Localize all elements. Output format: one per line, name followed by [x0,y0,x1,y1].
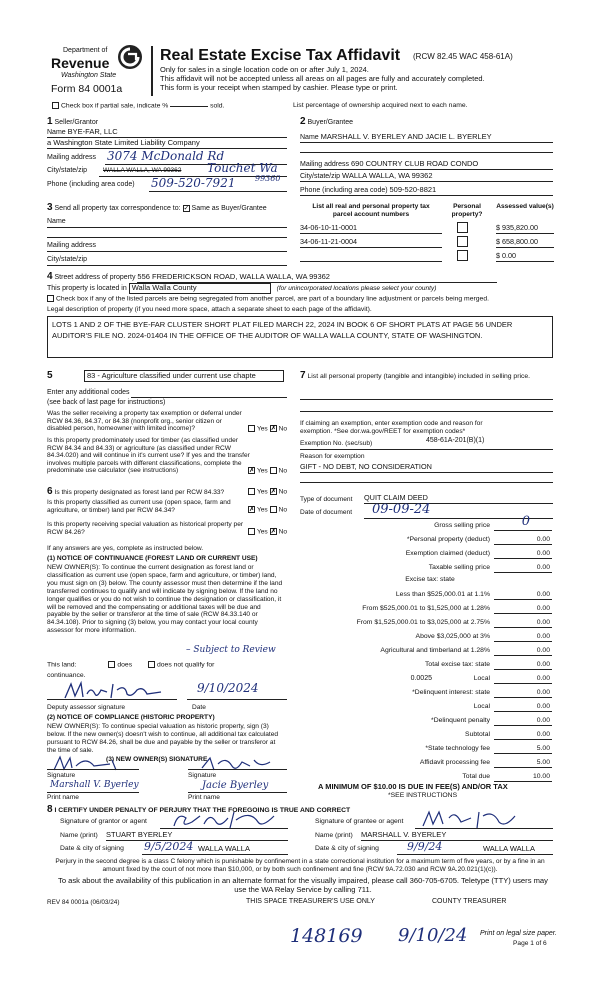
grantee-signature-scribble [419,808,529,832]
revenue-wordmark: Revenue [51,55,110,71]
sec5-q2-no-checkbox[interactable] [270,467,277,474]
grantee-signature-row: Signature of grantee or agent [315,818,553,830]
assessed-value-1[interactable]: $ 658,800.00 [496,238,554,248]
seller-name-row: Name BYE-FAR, LLC [47,128,287,138]
legal-description-box[interactable]: LOTS 1 AND 2 OF THE BYE-FAR CLUSTER SHORT PLAT FILED MARCH 22, 2024 IN BOOK 6 OF SHORT PLATS AT PAGE 56 UNDER AUDITOR'S FILE NO. 2024-01404 IN THE OFFICE OF THE AUDITOR OF WALLA WALLA COUNTY, STATE OF WASHINGTON. [47,316,553,358]
located-in-row: This property is located in Walla Walla County (for unincorporated locations please select your county) [47,283,437,292]
assessed-value-0[interactable]: $ 935,820.00 [496,224,554,234]
buyer-name-value[interactable]: MARSHALL V. BYERLEY AND JACIE L. BYERLEY [320,132,492,141]
sec5-number: 5 [47,370,53,381]
new-owner2-print-label: Print name [188,794,220,801]
sec5-q1-yes-checkbox[interactable] [248,425,255,432]
buyer-mailing-value[interactable]: 690 COUNTRY CLUB ROAD CONDO [350,159,479,168]
reason-line2[interactable] [300,481,553,483]
personal-property-checkbox-1[interactable] [457,236,468,247]
parcel-number-2[interactable] [300,252,442,262]
sec6-q2: Is this property classified as current use (open space, farm and agriculture, or timber) land per RCW 84.34? ✗ Yes No [47,499,287,514]
forest-yes-checkbox[interactable] [248,488,255,495]
assessed-col-header: Assessed value(s) [496,203,554,210]
current-use-no-checkbox[interactable] [270,506,277,513]
reason-label: Reason for exemption [300,453,365,460]
new-owner1-signature-label: Signature [47,772,76,779]
tax-row-personal: *Personal property (deduct) 0.00 [406,536,550,544]
doc-date-row: Date of document 09-09-24 [300,509,553,519]
sec5-q2: Is this property predominately used for timber (as classified under RCW 84.34 and 84.33) or agriculture (as classified under RCW 84.34.020) and will continue in it's current use? If yes and the transfer involves multiple parcels with different classifications, complete the predominate use calculator (see instructions) ✗ Yes No [47,437,287,475]
partial-sale-checkbox[interactable] [52,102,59,109]
assessor-signature-row [47,680,287,702]
seller-city-handwritten[interactable]: Touchet Wa [207,161,278,175]
grantor-signature-scribble [170,808,290,832]
buyer-heading: 2 Buyer/Grantee [300,116,354,127]
seller-name-value[interactable]: BYE-FAR, LLC [67,127,118,136]
county-treasurer-label: COUNTY TREASURER [432,898,507,905]
buyer-mailing-row: Mailing address 690 COUNTRY CLUB ROAD CONDO [300,160,553,170]
personal-property-line1[interactable] [300,398,553,400]
washington-state-label: Washington State [61,72,117,79]
tax-row-bracket3: From $1,525,000.01 to $3,025,000 at 2.75% 0.00 [356,619,550,627]
sec5-q2-yes-checkbox[interactable]: ✗ [248,467,255,475]
minimum-due-note: A MINIMUM OF $10.00 IS DUE IN FEE(S) AND/OR TAX [318,782,508,791]
reason-value[interactable]: GIFT - NO DEBT, NO CONSIDERATION [300,463,553,473]
exemption-intro: If claiming an exemption, enter exemption code and reason for exemption. *See dor.wa.gov/REET for exemption codes* [300,420,483,435]
buyer-phone-value[interactable]: 509-520-8821 [389,185,437,194]
tax-row-technology-fee: *State technology fee 5.00 [425,745,550,753]
legal-paper-note: Print on legal size paper. [480,930,557,937]
grantor-city-value[interactable]: WALLA WALLA [198,844,250,853]
new-owner1-signature-scribble [52,754,132,774]
new-owner1-signature-line[interactable] [47,768,139,770]
seller-city-row: City/state/zip WALLA WALLA, WA 99362 Touchet Wa [47,167,287,179]
notice3-heading: (3) NEW OWNER(S) SIGNATURE [106,756,208,763]
correspondence-mailing-row: Mailing address [47,242,287,252]
form-statute: (RCW 82.45 WAC 458-61A) [413,52,513,61]
new-owner2-print-line [188,791,287,793]
revision-label: REV 84 0001a (06/03/24) [47,899,120,906]
new-owner1-print-line [47,791,139,793]
correspondence-row: 3 Send all property tax correspondence to: ✓ Same as Buyer/Grantee [47,202,267,213]
grantee-name-row: Name (print) MARSHALL V. BYERLEY [315,832,553,843]
street-address-value[interactable]: 556 FREDERICKSON ROAD, WALLA WALLA, WA 99362 [137,273,497,283]
additional-codes-field[interactable] [131,389,287,398]
seller-mailing-row: Mailing address 3074 McDonald Rd [47,154,287,166]
tax-row-total-state: Total excise tax: state 0.00 [425,661,550,669]
parcel-number-1[interactable]: 34-06-11-21-0004 [300,238,442,248]
form-number: Form 84 0001a [51,83,123,95]
parcel-col-header: List all real and personal property tax parcel account numbers [312,203,430,218]
seller-mailing-handwritten[interactable]: 3074 McDonald Rd [107,149,225,163]
dor-logo-block [45,45,150,97]
stamp-date-handwritten: 9/10/24 [398,925,468,946]
assessor-date-label: Date [192,704,206,711]
sec6-q3: Is this property receiving special valuation as historical property per RCW 84.26? Yes ✗ No [47,521,287,536]
historic-no-checkbox[interactable]: ✗ [270,528,277,536]
form-title: Real Estate Excise Tax Affidavit [160,47,401,64]
land-use-select[interactable]: 83 - Agriculture classified under current use chapte [84,370,284,382]
partial-sale-percent-field[interactable] [170,106,208,107]
assessed-value-2[interactable]: $ 0.00 [496,252,554,262]
seller-heading: 1 Seller/Grantor [47,116,99,127]
notice2-body: NEW OWNER(S): To continue special valuation as historic property, sign (3) below. If the new owner(s) doesn't wish to continue, all additional tax calculated pursuant to RCW 84.26, shall be due and payable by the seller or transferor at the time of sale. [47,723,279,754]
correspondence-name-row: Name [47,218,287,228]
additional-codes-row: Enter any additional codes [47,389,287,399]
doc-type-row: Type of document QUIT CLAIM DEED [300,496,553,506]
tax-row-subtotal: Subtotal 0.00 [465,731,550,739]
sec6-q1: 6 Is this property designated as forest land per RCW 84.33? Yes ✗ No [47,486,287,497]
tax-row-agricultural: Agricultural and timberland at 1.28% 0.00 [380,647,550,655]
codes-note: (see back of last page for instructions) [47,399,166,406]
tax-row-delinquent-penalty: *Delinquent penalty 0.00 [431,717,550,725]
certify-row: 8 I CERTIFY UNDER PENALTY OF PERJURY THAT THE FOREGOING IS TRUE AND CORRECT [47,804,351,815]
grantor-name-row: Name (print) STUART BYERLEY [60,832,288,843]
doc-date-handwritten[interactable]: 09-09-24 [372,502,431,517]
grantee-name-value[interactable]: MARSHALL V. BYERLEY [361,831,553,841]
new-owner1-print-label: Print name [47,794,79,801]
percent-ownership-note: List percentage of ownership acquired next to each name. [293,102,468,109]
notice1-body: NEW OWNER(S): To continue the current designation as forest land or classification as current use (open space, farm and agriculture, or timber) land, you must sign on (3) below. The county assessor must then determine if the land transferred continues to qualify and will indicate by signing below. If the land no longer qualifies or you do not wish to continue the designation or classification, it will be removed and the compensating or additional taxes will be due and payable by the seller or transferor at the time of sale (RCW 84.33.140 or 84.34.108). Prior to signing (3) below, you may contact your local county assessor for more information. [47,564,283,635]
tax-row-bracket1: Less than $525,000.01 at 1.1% 0.00 [395,591,550,599]
parcel-number-0[interactable]: 34-06-10-11-0001 [300,224,442,234]
grantor-name-value[interactable]: STUART BYERLEY [106,831,288,841]
seller-name2-value[interactable]: a Washington State Limited Liability Company [47,138,200,147]
same-as-buyer-checkbox[interactable]: ✓ [183,204,190,212]
personal-property-checkbox-2[interactable] [457,250,468,261]
personal-property-line2[interactable] [300,410,553,412]
sec5-q1: Was the seller receiving a property tax exemption or deferral under RCW 84.36, 84.37, or 84.38 (nonprofit org., senior citizen or disabled person, homeowner with limited income)? Yes ✗ No [47,410,287,433]
segregation-checkbox[interactable] [47,295,54,302]
buyer-phone-row: Phone (including area code) 509-520-8821 [300,186,553,196]
buyer-name-row: Name MARSHALL V. BYERLEY AND JACIE L. BYERLEY [300,133,553,143]
grantor-date-handwritten[interactable]: 9/5/2024 [144,840,194,853]
tax-row-bracket2: From $525,000.01 to $1,525,000 at 1.28% 0.00 [362,605,550,613]
street-address-row: 4 Street address of property 556 FREDERICKSON ROAD, WALLA WALLA, WA 99362 [47,271,553,282]
tax-row-delinquent-interest-state: *Delinquent interest: state 0.00 [412,689,550,697]
new-owner2-print-handwritten[interactable]: Jacie Byerley [202,780,269,791]
this-land-row: This land: does does not qualify for [47,661,215,669]
forest-no-checkbox[interactable]: ✗ [270,488,277,495]
personal-property-checkbox-0[interactable] [457,222,468,233]
exemption-no-row: Exemption No. (sec/sub) 458-61A-201(B)(1) [300,440,553,450]
grantee-city-value[interactable]: WALLA WALLA [483,844,535,853]
assessor-date-handwritten: 9/10/2024 [197,681,259,695]
gross-price-handwritten[interactable]: 0 [521,514,530,529]
gross-selling-price-row: Gross selling price 0 [290,519,552,531]
segregation-row: Check box if any of the listed parcels are being segregated from another parcel, are part of a boundary line adjustment or parcels being merged. [47,295,489,303]
correspondence-line2 [47,230,287,238]
sec6-note: If any answers are yes, complete as instructed below. [47,545,204,552]
assessor-sig-label: Deputy assessor signature [47,704,126,711]
header-sub2: This affidavit will not be accepted unless all areas on all pages are fully and accurately completed. [160,74,485,83]
excise-tax-state-header: Excise tax: state [405,576,455,583]
new-owner2-signature-scribble [200,754,280,774]
header-sub1: Only for sales in a single location code on or after July 1, 2024. [160,65,369,74]
doc-type-value[interactable]: QUIT CLAIM DEED [364,494,553,504]
new-owner1-print-handwritten[interactable]: Marshall V. Byerley [50,780,139,790]
tax-row-total-due: Total due 10.00 [462,773,550,781]
receipt-number-handwritten: 148169 [290,925,363,947]
tax-row-bracket4: Above $3,025,000 at 3% 0.00 [415,633,550,641]
notice1-heading: (1) NOTICE OF CONTINUANCE (FOREST LAND OR CURRENT USE) [47,555,258,562]
seller-zip-handwritten[interactable]: 99360 [255,174,281,183]
continuance-label: continuance. [47,672,86,679]
seller-phone-handwritten[interactable]: 509-520-7921 [151,176,236,190]
grantor-signature-row: Signature of grantor or agent [60,818,288,830]
legal-desc-label: Legal description of property (if you need more space, attach a separate sheet to each page of the affidavit). [47,306,372,313]
partial-sale-row [52,102,224,110]
treasurer-use-label: THIS SPACE TREASURER'S USE ONLY [246,898,375,905]
partial-sale-label: Check box if partial sale, indicate % [61,102,169,110]
county-select[interactable]: Walla Walla County [129,283,271,294]
buyer-city-value[interactable]: WALLA WALLA, WA 99362 [342,171,433,180]
tax-row-delinquent-interest-local: Local 0.00 [473,703,550,711]
seller-phone-row: Phone (including area code) 509-520-7921 99360 [47,181,287,193]
tax-row-exemption: Exemption claimed (deduct) 0.00 [405,550,550,558]
historic-yes-checkbox[interactable] [248,528,255,535]
sec7-row: 7 List all personal property (tangible and intangible) included in selling price. [300,370,531,381]
does-checkbox[interactable] [108,661,115,668]
alt-format-notice: To ask about the availability of this publication in an alternate format for the visually impaired, please call 360-705-6705. Teletype (TTY) users may use the WA Relay Service by calling 711. [58,876,548,894]
dept-of-label: Department of [63,47,108,54]
seller-city-struck: WALLA WALLA, WA 99362 [103,167,182,174]
see-instructions-note: *SEE INSTRUCTIONS [388,792,458,799]
tax-row-taxable: Taxable selling price 0.00 [428,564,550,572]
notice2-heading: (2) NOTICE OF COMPLIANCE (HISTORIC PROPERTY) [47,714,215,721]
new-owner2-signature-line[interactable] [188,768,287,770]
sec5-q1-no-checkbox[interactable]: ✗ [270,424,277,432]
header-sub3: This form is your receipt when stamped by cashier. Please type or print. [160,83,398,92]
grantee-date-row: Date & city of signing 9/9/24 WALLA WALLA [315,845,553,856]
correspondence-city-row: City/state/zip [47,256,287,266]
tax-row-local-rate: 0.0025 Local 0.00 [410,674,550,683]
partial-sold-label: sold. [210,102,225,110]
exemption-no-value[interactable]: 458-61A-201(B)(1) [426,437,485,444]
new-owner2-signature-label: Signature [188,772,217,779]
seller-name2-row [47,139,287,149]
tax-row-processing-fee: Affidavit processing fee 5.00 [419,759,550,767]
subject-to-review-handwritten: – Subject to Review [186,645,276,655]
does-not-checkbox[interactable] [148,661,155,668]
current-use-yes-checkbox[interactable]: ✗ [248,506,255,514]
buyer-name2-line [300,146,553,153]
buyer-city-row: City/state/zip WALLA WALLA, WA 99362 [300,172,553,182]
page-number: Page 1 of 6 [513,940,547,947]
grantee-date-handwritten[interactable]: 9/9/24 [407,840,443,853]
header-divider [151,46,153,96]
perjury-notice: Perjury in the second degree is a class C felony which is punishable by confinement in a state correctional institution for a maximum term of five years, or by a fine in an amount fixed by the court of not more than $10,000, or by both such confinement and fine (RCW 9A.72.030 and RCW 9A.20.021(1)(c)). [55,858,545,873]
personal-col-header: Personal property? [451,203,483,218]
dor-swirl-icon [115,43,145,71]
grantor-date-row: Date & city of signing 9/5/2024 WALLA WALLA [60,845,288,856]
